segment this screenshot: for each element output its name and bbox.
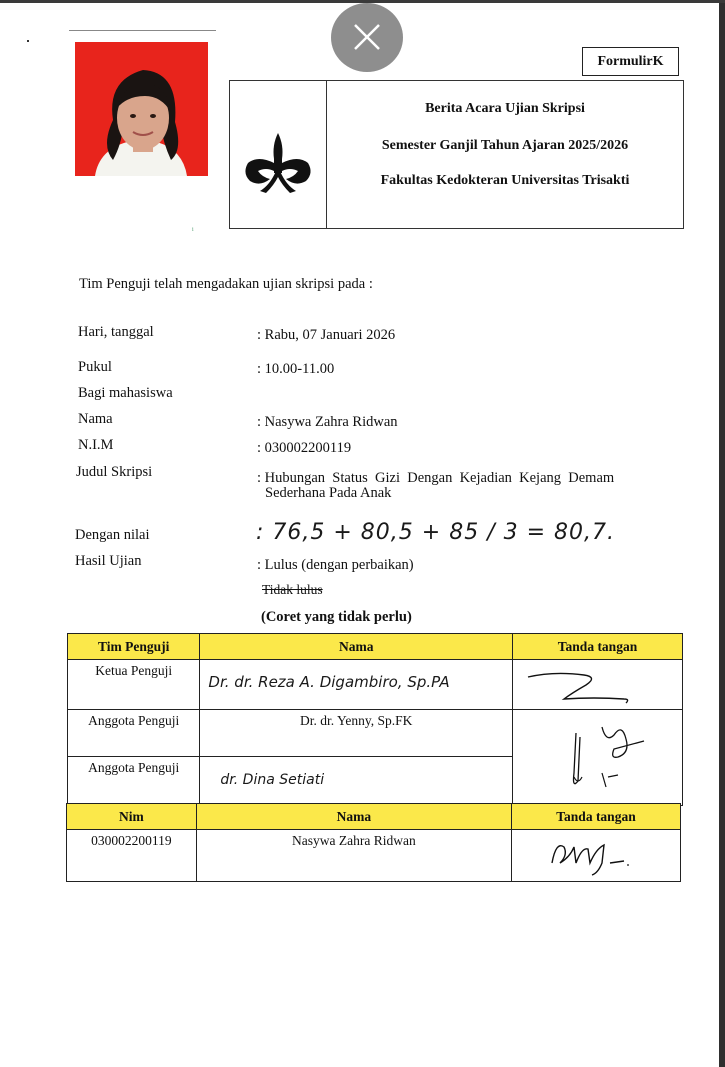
header-tim-penguji: Tim Penguji (68, 634, 200, 660)
trisakti-logo (230, 81, 326, 228)
student-photo (75, 42, 208, 176)
logo-cell (230, 81, 327, 228)
student-name: Nasywa Zahra Ridwan (292, 833, 416, 848)
role-ketua: Ketua Penguji (95, 663, 173, 678)
bagi-label: Bagi mahasiswa (78, 385, 173, 401)
table-row (68, 710, 683, 757)
name-cell (200, 660, 513, 710)
nilai-handwritten: : 76,5 + 80,5 + 85 / 3 = 80,7. (256, 520, 616, 545)
signature-ketua (514, 663, 682, 705)
role-cell (68, 757, 200, 806)
name-anggota-2: dr. Dina Setiati (220, 772, 325, 789)
role-cell (68, 710, 200, 757)
header-tanda-tangan: Tanda tangan (513, 634, 683, 660)
role-cell (68, 660, 200, 710)
penguji-table (67, 633, 683, 806)
student-nim: 030002200119 (91, 833, 172, 848)
pukul-label: Pukul (78, 359, 112, 375)
nilai-label: Dengan nilai (75, 527, 150, 543)
header-nama: Nama (196, 804, 511, 830)
nim-value: : 030002200119 (257, 440, 352, 456)
page-dot (27, 40, 29, 42)
coret-note: (Coret yang tidak perlu) (261, 609, 412, 625)
nama-value: : Nasywa Zahra Ridwan (257, 414, 398, 430)
signature-student (512, 833, 680, 877)
form-code-box: FormulirK (582, 47, 679, 76)
header-nim: Nim (67, 804, 197, 830)
close-icon (331, 3, 403, 72)
nim-label: N.I.M (78, 437, 114, 453)
name-cell (200, 757, 513, 806)
table-row (67, 830, 681, 882)
photo-top-line (69, 30, 216, 31)
role-anggota-1: Anggota Penguji (88, 713, 180, 728)
intro-text: Tim Penguji telah mengadakan ujian skripsi pada : (79, 276, 373, 292)
header-tanda-tangan: Tanda tangan (511, 804, 680, 830)
header-faculty: Fakultas Kedokteran Universitas Trisakti (380, 173, 630, 188)
hasil-option-lulus: : Lulus (dengan perbaikan) (257, 557, 414, 573)
signature-cell (511, 830, 680, 882)
hari-label: Hari, tanggal (78, 324, 154, 340)
judul-label: Judul Skripsi (76, 464, 153, 480)
table-row (68, 660, 683, 710)
header-title-block (327, 81, 683, 228)
judul-value-line2: Sederhana Pada Anak (265, 485, 392, 501)
nama-label: Nama (78, 411, 113, 427)
name-cell (196, 830, 511, 882)
hari-value: : Rabu, 07 Januari 2026 (257, 327, 396, 343)
signature-anggota (514, 713, 682, 801)
close-button[interactable] (331, 3, 403, 72)
name-ketua: Dr. dr. Reza A. Digambiro, Sp.PA (208, 673, 450, 691)
hasil-option-tidak-lulus: Tidak lulus (262, 582, 323, 597)
hasil-label: Hasil Ujian (75, 553, 142, 569)
name-cell (200, 710, 513, 757)
student-table (66, 803, 681, 882)
student-photo-illustration (75, 42, 208, 176)
header-box (229, 80, 684, 229)
name-anggota-1: Dr. dr. Yenny, Sp.FK (300, 713, 413, 728)
header-semester: Semester Ganjil Tahun Ajaran 2025/2026 (381, 138, 629, 153)
small-mark: ᵢ (192, 222, 194, 233)
scrollbar[interactable] (719, 3, 725, 1067)
header-nama: Nama (200, 634, 513, 660)
signature-cell (513, 660, 683, 710)
header-title: Berita Acara Ujian Skripsi (425, 101, 585, 116)
judul-value-line1: : Hubungan Status Gizi Dengan Kejadian Kejang Demam (257, 470, 615, 486)
nim-cell (67, 830, 197, 882)
pukul-value: : 10.00-11.00 (257, 361, 335, 377)
role-anggota-2: Anggota Penguji (88, 760, 180, 776)
signature-cell (513, 710, 683, 806)
